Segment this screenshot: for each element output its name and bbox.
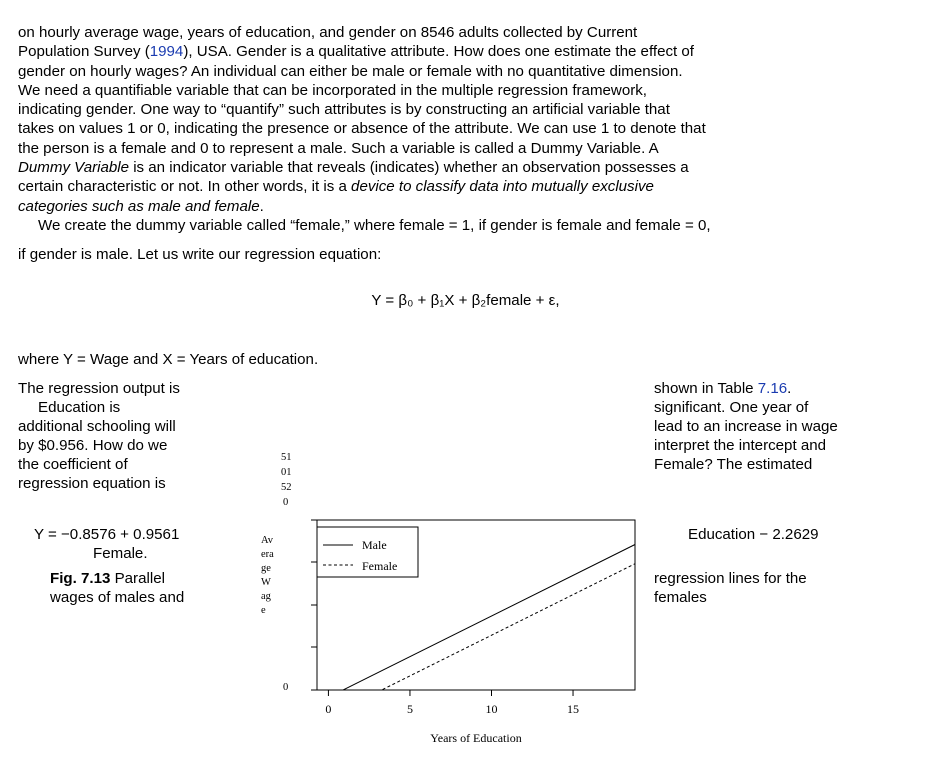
y-label-fragment: ag [261, 591, 271, 602]
left-text-1: The regression output is [18, 380, 180, 397]
figure-caption-left-2: wages of males and [50, 589, 185, 606]
left-text-3: additional schooling will [18, 418, 176, 435]
right-text-2: significant. One year of [654, 399, 809, 416]
left-text-2: Education is [38, 399, 121, 416]
x-tick-label: 10 [485, 702, 498, 716]
emphasis: device to classify data into mutually exclusive [351, 178, 654, 196]
x-axis-label: Years of Education [430, 731, 522, 745]
figure-caption-left: Fig. 7.13 Parallel [50, 570, 165, 587]
text-line: categories such as male and female. [18, 197, 264, 215]
y-tick-fragment: 0 [283, 497, 289, 508]
legend [317, 527, 418, 577]
where-line: where Y = Wage and X = Years of education. [18, 351, 319, 368]
citation-link[interactable]: 1994 [149, 43, 184, 61]
text-line: indicating gender. One way to “quantify” such attributes is by constructing an artificial variable that [18, 101, 670, 119]
x-tick-label: 5 [406, 702, 413, 716]
right-text-1: shown in Table 7.16. [654, 380, 792, 397]
text-line: We need a quantifiable variable that can be incorporated in the multiple regression framework, [18, 81, 647, 99]
emphasis: categories such as male and female [18, 197, 260, 215]
y-label-fragment: ge [261, 563, 271, 574]
estimated-equation-lhs: Y = −0.8576 + 0.9561 [34, 526, 180, 543]
legend-label-male: Male [362, 538, 387, 552]
right-text-4: interpret the intercept and [654, 437, 827, 454]
series-line-female [328, 564, 635, 717]
text-line: on hourly average wage, years of education, and gender on 8546 adults collected by Current [18, 24, 638, 41]
text-line: gender on hourly wages? An individual can either be male or female with no quantitative dimension. [18, 62, 683, 80]
emphasis: Dummy Variable [18, 159, 129, 177]
text-line: the person is a female and 0 to represent a male. Such a variable is called a Dummy Variable. A [18, 139, 659, 157]
estimated-equation-female: Female. [93, 545, 148, 562]
text-line: Population Survey (1994), USA. Gender is a qualitative attribute. How does one estimate the effect of [18, 43, 694, 61]
right-text-5: Female? The estimated [654, 456, 813, 473]
x-tick-label: 0 [325, 702, 332, 716]
figure-caption-right-2: females [654, 589, 707, 606]
y-label-fragment: era [261, 549, 274, 560]
paragraph-2-line-1: We create the dummy variable called “female,” where female = 1, if gender is female and female = 0, [38, 217, 711, 234]
text-line: takes on values 1 or 0, indicating the presence or absence of the attribute. We can use 1 to denote that [18, 120, 706, 138]
text-line: Dummy Variable is an indicator variable that reveals (indicates) whether an observation possesses a [18, 159, 689, 177]
figure-label: Fig. 7.13 [50, 570, 111, 587]
regression-equation: Y = β₀ + β₁X + β₂female + ε, [371, 292, 560, 309]
y-label-fragment: Av [261, 535, 274, 546]
y-label-fragment: W [261, 577, 271, 588]
y-axis [261, 452, 317, 693]
x-axis [325, 690, 579, 716]
y-label-fragment: e [261, 605, 266, 616]
estimated-equation-rhs: Education − 2.2629 [688, 526, 819, 543]
x-tick-label: 15 [567, 702, 580, 716]
right-text-3: lead to an increase in wage [654, 418, 838, 435]
left-text-4: by $0.956. How do we [18, 437, 168, 454]
y-tick-fragment: 01 [281, 467, 292, 478]
legend-label-female: Female [362, 559, 398, 573]
table-reference-link[interactable]: 7.16 [757, 380, 788, 397]
y-tick-zero: 0 [283, 682, 289, 693]
figure-caption-right: regression lines for the [654, 570, 807, 587]
text-line: certain characteristic or not. In other words, it is a device to classify data into mutually exclusive [18, 178, 654, 196]
left-text-6: regression equation is [18, 475, 166, 492]
y-tick-fragment: 51 [281, 452, 292, 463]
paragraph-2-line-2: if gender is male. Let us write our regression equation: [18, 246, 382, 263]
left-text-5: the coefficient of [18, 456, 128, 473]
y-tick-fragment: 52 [281, 482, 292, 493]
